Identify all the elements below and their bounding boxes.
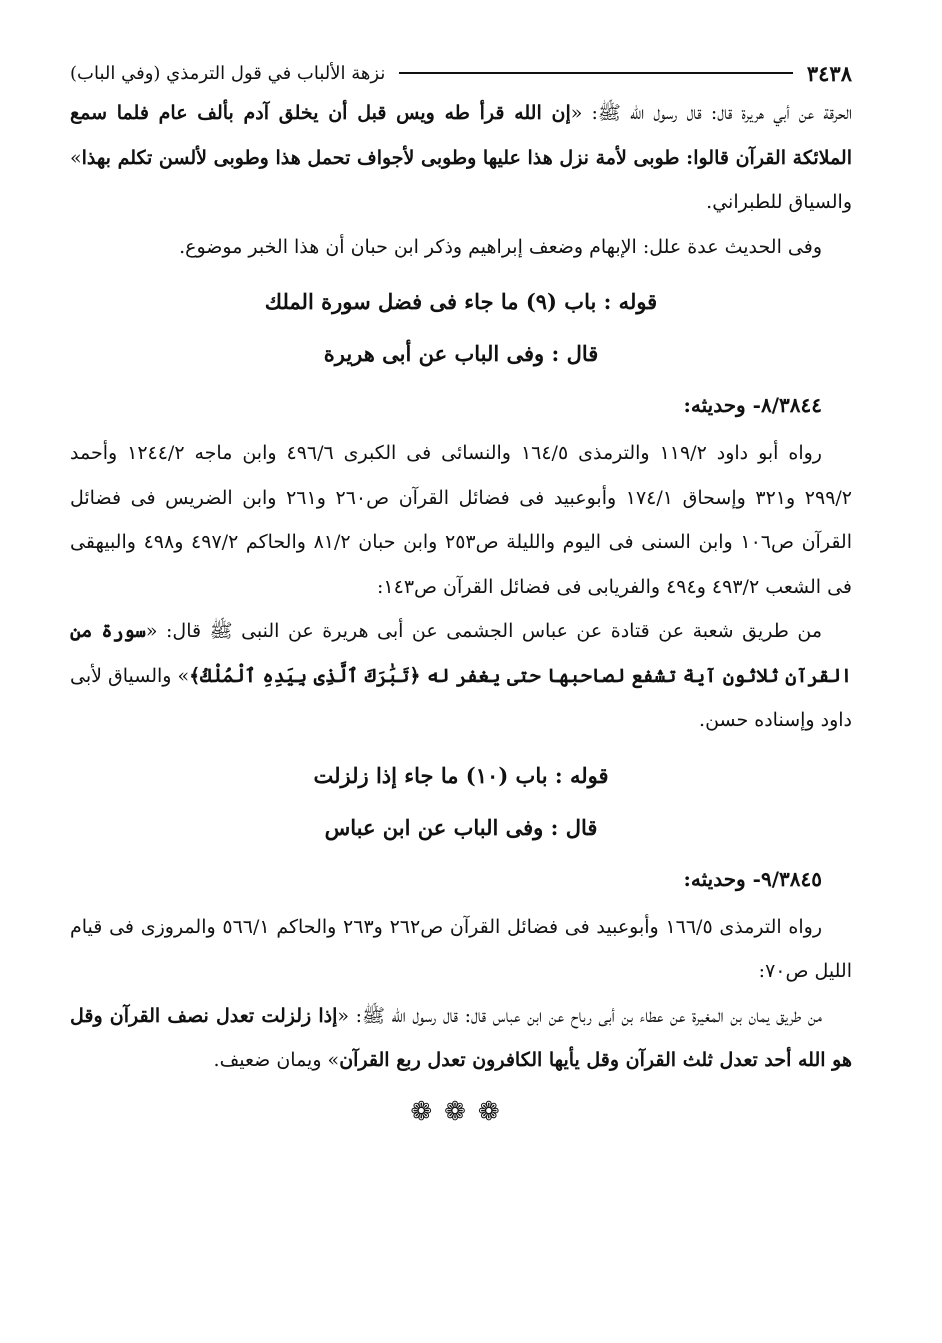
header-rule — [399, 72, 793, 74]
section-9-chain-intro: من طريق شعبة عن قتادة عن عباس الجشمى عن أبى هريرة عن النبى ﷺ قال: « — [145, 620, 822, 642]
section-9-subheading: قال : وفى الباب عن أبى هريرة — [323, 341, 599, 366]
para1-intro: الحرقة عن أبي هريرة قال: قال رسول الله ﷺ: « — [570, 102, 852, 124]
page-number: ٣٤٣٨ — [806, 60, 852, 86]
section-9-hadith-text: سورة من القرآن ثلاثون آية تشفع لصاحبها حتى يغفر له ﴿تَبَٰرَكَ ٱلَّذِى بِيَدِهِ ٱلْمُلْكُ﴾ — [70, 620, 852, 687]
running-title: نزهة الألباب في قول الترمذي (وفي الباب) — [70, 62, 386, 84]
section-9-chain — [70, 609, 852, 743]
paragraph-defects: وفى الحديث عدة علل: الإبهام وضعف إبراهيم وذكر ابن حبان أن هذا الخبر موضوع. — [179, 235, 822, 258]
page-header — [70, 55, 852, 91]
section-9-hadith-label: ٨/٣٨٤٤- وحديثه: — [683, 393, 822, 417]
para1-hadith-text: إن الله قرأ طه ويس قبل أن يخلق آدم بألف عام فلما سمع الملائكة القرآن قالوا: طوبى لأمة نزل هذا عليها وطوبى لأجواف تحمل هذا وطوبى لألسن تكلم بهذا — [70, 102, 852, 169]
section-10-hadith-label: ٩/٣٨٤٥- وحديثه: — [683, 866, 822, 891]
section-10-chain-close: » ويمان ضعيف. — [213, 1049, 340, 1071]
section-10-sources: رواه الترمذى ١٦٦/٥ وأبوعبيد فى فضائل القرآن ص٢٦٢ و٢٦٣ والحاكم ٥٦٦/١ والمروزى فى قيام الليل ص٧٠: — [70, 915, 852, 982]
document-page — [70, 55, 852, 1325]
section-9-chain-close: » والسياق لأبى داود وإسناده حسن. — [70, 664, 852, 731]
section-10-heading: قوله : باب (١٠) ما جاء إذا زلزلت — [313, 762, 609, 788]
section-10-hadith-text: إذا زلزلت تعدل نصف القرآن وقل هو الله أحد تعدل ثلث القرآن وقل يأيها الكافرون تعدل ربع القرآن — [70, 1004, 852, 1071]
section-9-sources: رواه أبو داود ١١٩/٢ والترمذى ١٦٤/٥ والنسائى فى الكبرى ٤٩٦/٦ وابن ماجه ١٢٤٤/٢ وأحمد ٢٩٩/٢ و٣٢١ وإسحاق ١٧٤/١ وأبوعبيد فى فضائل القرآن ص٢٦٠ و٢٦١ وابن الضريس فى فضائل القرآن ص١٠٦ وابن السنى فى اليوم والليلة ص٢٥٣ وابن حبان ٨١/٢ والحاكم ٤٩٧/٢ و٤٩٨ والبيهقى فى الشعب ٤٩٣/٢ و٤٩٤ والفريابى فى فضائل القرآن ص١٤٣: — [70, 442, 853, 598]
section-10-chain-intro: من طريق يمان بن المغيرة عن عطاء بن أبى رباح عن ابن عباس قال: قال رسول الله ﷺ: « — [337, 1004, 822, 1027]
section-10-chain — [70, 994, 852, 1083]
end-ornament: ❁❁❁ — [410, 1096, 512, 1127]
para1-close: » والسياق للطبراني. — [70, 146, 852, 213]
section-9-heading: قوله : باب (٩) ما جاء فى فضل سورة الملك — [264, 289, 658, 314]
section-10-subheading: قال : وفى الباب عن ابن عباس — [324, 814, 598, 840]
paragraph-continuation — [70, 91, 852, 225]
